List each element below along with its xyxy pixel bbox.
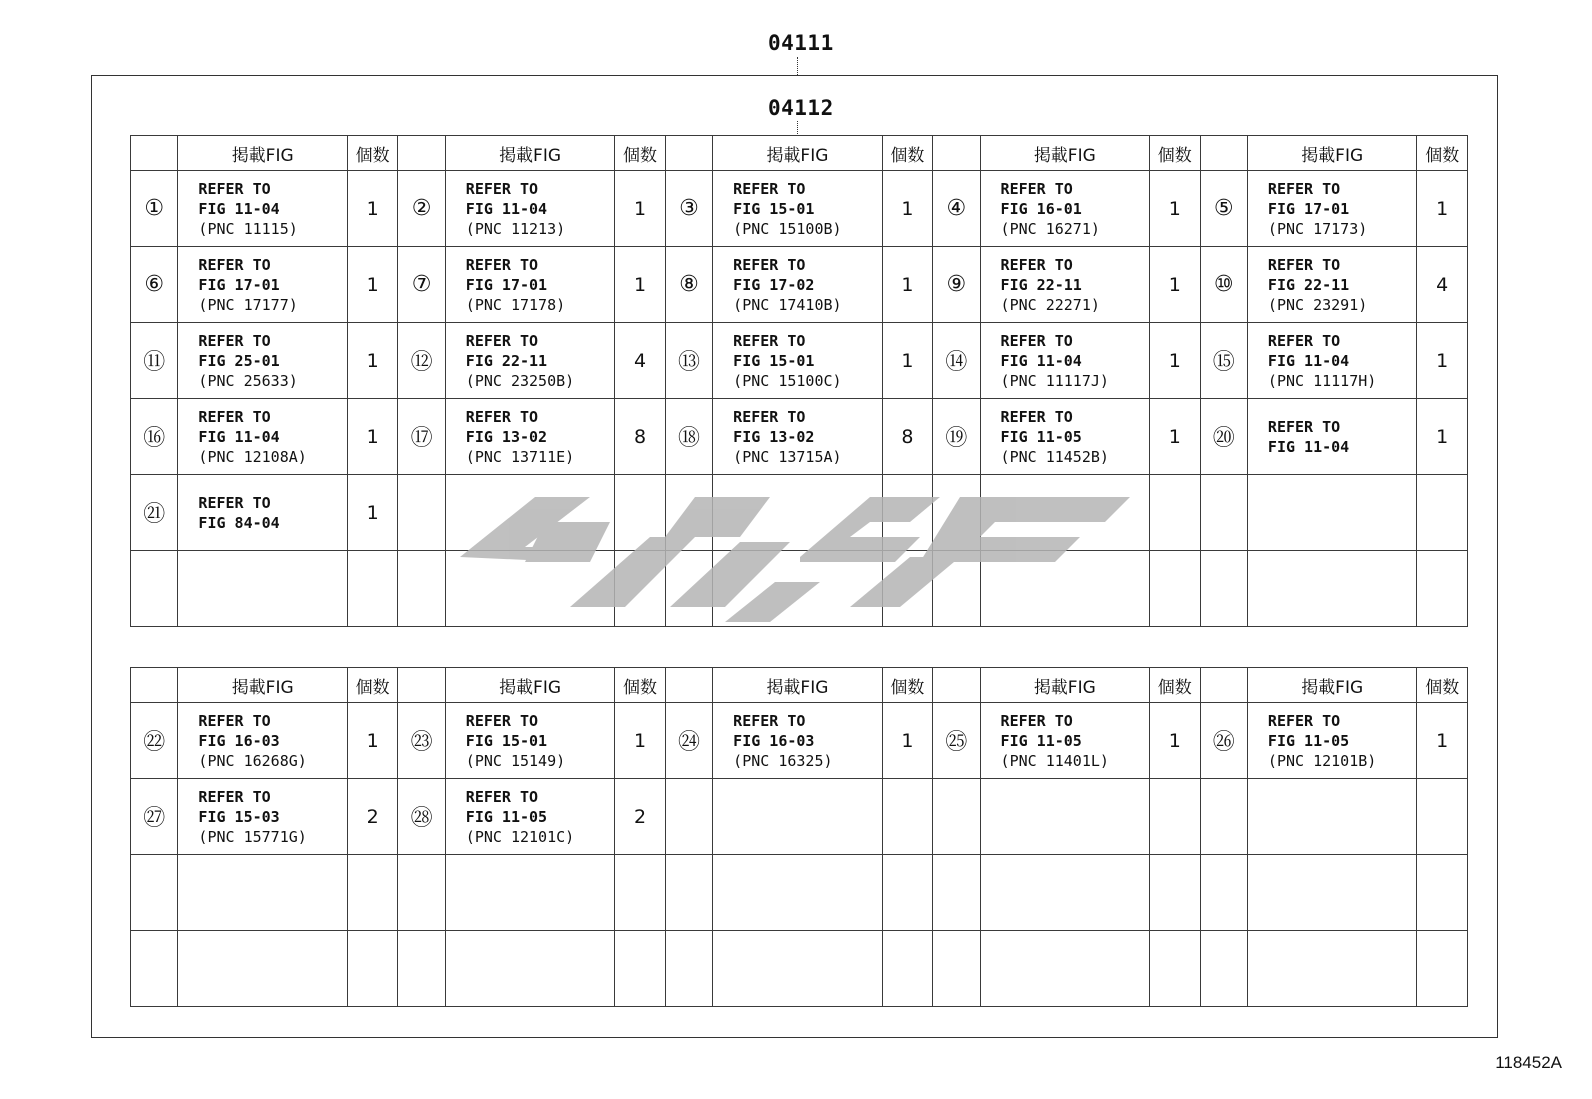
table-row bbox=[131, 399, 1468, 475]
header-num-cell bbox=[398, 136, 445, 171]
refer-text: REFER TO bbox=[198, 179, 271, 198]
fig-reference bbox=[713, 703, 883, 779]
fig-reference bbox=[1247, 323, 1417, 399]
fig-reference bbox=[713, 931, 883, 1007]
fig-reference bbox=[980, 247, 1150, 323]
header-num-cell bbox=[665, 668, 712, 703]
fig-text: FIG 15-03 bbox=[198, 807, 280, 826]
refer-text: REFER TO bbox=[198, 407, 271, 426]
pnc-text: (PNC 11213) bbox=[465, 219, 566, 238]
fig-text: FIG 17-01 bbox=[465, 275, 548, 294]
header-fig: 掲載FIG bbox=[178, 136, 348, 171]
item-quantity: 1 bbox=[347, 171, 397, 247]
fig-reference bbox=[1247, 779, 1417, 855]
fig-reference bbox=[178, 779, 348, 855]
item-number bbox=[665, 931, 712, 1007]
item-number: ⑮ bbox=[1200, 323, 1247, 399]
reference-table-1 bbox=[130, 135, 1468, 627]
pnc-text: (PNC 11115) bbox=[198, 219, 298, 238]
item-number bbox=[131, 931, 178, 1007]
item-quantity: 1 bbox=[1150, 703, 1200, 779]
refer-text: REFER TO bbox=[733, 179, 806, 198]
figure-code: 118452A bbox=[1495, 1053, 1562, 1072]
fig-reference bbox=[445, 247, 615, 323]
pnc-text: (PNC 22271) bbox=[1000, 295, 1100, 314]
item-quantity: 8 bbox=[882, 399, 932, 475]
fig-reference bbox=[445, 551, 615, 627]
fig-reference bbox=[713, 551, 883, 627]
item-number: ⑬ bbox=[665, 323, 712, 399]
refer-text: REFER TO bbox=[198, 331, 271, 350]
fig-text: FIG 11-04 bbox=[465, 199, 548, 218]
header-fig: 掲載FIG bbox=[980, 136, 1150, 171]
item-number: ㉓ bbox=[398, 703, 445, 779]
fig-reference bbox=[980, 703, 1150, 779]
fig-text: FIG 11-04 bbox=[198, 427, 280, 446]
item-quantity bbox=[615, 931, 665, 1007]
fig-reference bbox=[1247, 855, 1417, 931]
header-qty: 個数 bbox=[615, 668, 665, 703]
header-qty: 個数 bbox=[615, 136, 665, 171]
fig-text: FIG 11-05 bbox=[1000, 427, 1082, 446]
header-fig: 掲載FIG bbox=[713, 136, 883, 171]
header-fig: 掲載FIG bbox=[1247, 136, 1417, 171]
fig-reference bbox=[1247, 475, 1417, 551]
pnc-text: (PNC 15149) bbox=[465, 751, 566, 770]
item-quantity bbox=[347, 931, 397, 1007]
fig-reference bbox=[1247, 551, 1417, 627]
header-qty: 個数 bbox=[882, 668, 932, 703]
table-row bbox=[131, 247, 1468, 323]
outer-leader-line bbox=[797, 57, 798, 75]
item-number bbox=[1200, 475, 1247, 551]
item-quantity: 1 bbox=[1417, 171, 1468, 247]
item-quantity: 2 bbox=[615, 779, 665, 855]
fig-text: FIG 17-02 bbox=[733, 275, 815, 294]
item-number: ㉖ bbox=[1200, 703, 1247, 779]
pnc-text: (PNC 16325) bbox=[733, 751, 833, 770]
item-quantity bbox=[615, 551, 665, 627]
outer-assembly-label: 04111 bbox=[768, 31, 834, 55]
table-row bbox=[131, 171, 1468, 247]
refer-text: REFER TO bbox=[465, 711, 539, 730]
pnc-text: (PNC 15100B) bbox=[733, 219, 842, 238]
item-number: ⑱ bbox=[665, 399, 712, 475]
header-num-cell bbox=[1200, 136, 1247, 171]
fig-text: FIG 11-04 bbox=[1267, 437, 1350, 456]
item-quantity bbox=[1150, 855, 1200, 931]
item-quantity bbox=[1417, 475, 1468, 551]
item-number bbox=[1200, 551, 1247, 627]
fig-reference bbox=[178, 399, 348, 475]
fig-text: FIG 16-01 bbox=[1000, 199, 1082, 218]
fig-reference bbox=[445, 931, 615, 1007]
fig-reference bbox=[178, 855, 348, 931]
pnc-text: (PNC 25633) bbox=[198, 371, 298, 390]
fig-text: FIG 15-01 bbox=[465, 731, 548, 750]
header-fig: 掲載FIG bbox=[1247, 668, 1417, 703]
item-number: ⑨ bbox=[933, 247, 980, 323]
fig-reference bbox=[445, 171, 615, 247]
item-number: ㉔ bbox=[665, 703, 712, 779]
item-quantity bbox=[882, 855, 932, 931]
item-quantity: 1 bbox=[1417, 703, 1468, 779]
refer-text: REFER TO bbox=[733, 331, 806, 350]
refer-text: REFER TO bbox=[465, 179, 539, 198]
refer-text: REFER TO bbox=[198, 787, 271, 806]
refer-text: REFER TO bbox=[1267, 417, 1341, 436]
header-fig: 掲載FIG bbox=[445, 136, 615, 171]
fig-text: FIG 25-01 bbox=[198, 351, 280, 370]
fig-text: FIG 16-03 bbox=[733, 731, 815, 750]
item-quantity: 1 bbox=[347, 399, 397, 475]
header-qty: 個数 bbox=[1150, 136, 1200, 171]
fig-reference bbox=[713, 855, 883, 931]
item-number bbox=[398, 475, 445, 551]
fig-text: FIG 15-01 bbox=[733, 351, 815, 370]
item-number bbox=[131, 551, 178, 627]
item-number: ㉕ bbox=[933, 703, 980, 779]
fig-reference bbox=[980, 551, 1150, 627]
item-number bbox=[665, 779, 712, 855]
item-number bbox=[933, 855, 980, 931]
fig-text: FIG 16-03 bbox=[198, 731, 280, 750]
item-number: ⑯ bbox=[131, 399, 178, 475]
fig-reference bbox=[980, 475, 1150, 551]
header-num-cell bbox=[933, 668, 980, 703]
refer-text: REFER TO bbox=[1000, 407, 1073, 426]
item-quantity bbox=[1150, 779, 1200, 855]
refer-text: REFER TO bbox=[1000, 255, 1073, 274]
fig-reference bbox=[713, 323, 883, 399]
refer-text: REFER TO bbox=[1267, 331, 1341, 350]
table-row bbox=[131, 323, 1468, 399]
item-quantity: 1 bbox=[615, 703, 665, 779]
item-quantity bbox=[1417, 931, 1468, 1007]
table-row bbox=[131, 931, 1468, 1007]
fig-reference bbox=[445, 323, 615, 399]
item-number bbox=[1200, 779, 1247, 855]
item-quantity bbox=[615, 475, 665, 551]
fig-reference bbox=[980, 399, 1150, 475]
item-quantity: 1 bbox=[1417, 399, 1468, 475]
item-quantity: 1 bbox=[1417, 323, 1468, 399]
inner-assembly-label: 04112 bbox=[768, 96, 834, 120]
item-number: ⑥ bbox=[131, 247, 178, 323]
pnc-text: (PNC 13715A) bbox=[733, 447, 842, 466]
item-number: ⑩ bbox=[1200, 247, 1247, 323]
table-row bbox=[131, 855, 1468, 931]
item-quantity bbox=[1417, 779, 1468, 855]
item-number bbox=[665, 475, 712, 551]
refer-text: REFER TO bbox=[733, 407, 806, 426]
header-num-cell bbox=[933, 136, 980, 171]
item-number: ⑤ bbox=[1200, 171, 1247, 247]
fig-text: FIG 11-04 bbox=[1267, 351, 1350, 370]
refer-text: REFER TO bbox=[198, 711, 271, 730]
item-quantity: 1 bbox=[347, 323, 397, 399]
pnc-text: (PNC 17410B) bbox=[733, 295, 842, 314]
table-row bbox=[131, 475, 1468, 551]
item-number bbox=[933, 551, 980, 627]
fig-text: FIG 17-01 bbox=[1267, 199, 1350, 218]
item-quantity bbox=[1150, 475, 1200, 551]
item-quantity: 1 bbox=[882, 171, 932, 247]
item-number bbox=[398, 551, 445, 627]
fig-reference bbox=[445, 399, 615, 475]
item-number bbox=[933, 931, 980, 1007]
fig-reference bbox=[178, 323, 348, 399]
header-num-cell bbox=[131, 668, 178, 703]
refer-text: REFER TO bbox=[1267, 255, 1341, 274]
fig-reference bbox=[980, 171, 1150, 247]
item-quantity bbox=[615, 855, 665, 931]
fig-reference bbox=[178, 551, 348, 627]
fig-reference bbox=[1247, 931, 1417, 1007]
item-quantity: 1 bbox=[1150, 399, 1200, 475]
refer-text: REFER TO bbox=[198, 255, 271, 274]
item-number bbox=[665, 855, 712, 931]
header-num-cell bbox=[398, 668, 445, 703]
fig-text: FIG 13-02 bbox=[733, 427, 815, 446]
pnc-text: (PNC 23291) bbox=[1267, 295, 1368, 314]
item-quantity: 1 bbox=[1150, 247, 1200, 323]
pnc-text: (PNC 11117J) bbox=[1000, 371, 1109, 390]
pnc-text: (PNC 13711E) bbox=[465, 447, 575, 466]
item-number: ㉘ bbox=[398, 779, 445, 855]
fig-text: FIG 13-02 bbox=[465, 427, 548, 446]
item-quantity: 1 bbox=[615, 247, 665, 323]
item-quantity: 1 bbox=[1150, 323, 1200, 399]
item-quantity bbox=[1417, 551, 1468, 627]
item-quantity bbox=[882, 475, 932, 551]
item-number: ⑪ bbox=[131, 323, 178, 399]
item-number: ㉒ bbox=[131, 703, 178, 779]
fig-text: FIG 11-05 bbox=[1000, 731, 1082, 750]
pnc-text: (PNC 16271) bbox=[1000, 219, 1100, 238]
item-number: ㉑ bbox=[131, 475, 178, 551]
item-quantity: 1 bbox=[347, 475, 397, 551]
item-number: ⑲ bbox=[933, 399, 980, 475]
header-num-cell bbox=[1200, 668, 1247, 703]
header-fig: 掲載FIG bbox=[713, 668, 883, 703]
refer-text: REFER TO bbox=[1000, 711, 1073, 730]
fig-reference bbox=[713, 475, 883, 551]
refer-text: REFER TO bbox=[733, 711, 806, 730]
refer-text: REFER TO bbox=[465, 331, 539, 350]
pnc-text: (PNC 12101B) bbox=[1267, 751, 1377, 770]
item-number bbox=[398, 855, 445, 931]
fig-reference bbox=[1247, 171, 1417, 247]
header-qty: 個数 bbox=[347, 136, 397, 171]
fig-text: FIG 11-05 bbox=[1267, 731, 1350, 750]
item-number: ⑰ bbox=[398, 399, 445, 475]
fig-reference bbox=[178, 475, 348, 551]
fig-text: FIG 15-01 bbox=[733, 199, 815, 218]
fig-reference bbox=[980, 779, 1150, 855]
item-quantity: 4 bbox=[1417, 247, 1468, 323]
item-number: ㉗ bbox=[131, 779, 178, 855]
fig-reference bbox=[713, 779, 883, 855]
header-qty: 個数 bbox=[347, 668, 397, 703]
item-quantity: 1 bbox=[882, 323, 932, 399]
item-quantity bbox=[1150, 931, 1200, 1007]
fig-reference bbox=[713, 247, 883, 323]
refer-text: REFER TO bbox=[1000, 331, 1073, 350]
pnc-text: (PNC 15771G) bbox=[198, 827, 307, 846]
item-number bbox=[933, 475, 980, 551]
item-quantity: 4 bbox=[615, 323, 665, 399]
fig-reference bbox=[178, 703, 348, 779]
fig-reference bbox=[980, 855, 1150, 931]
fig-reference bbox=[1247, 247, 1417, 323]
fig-reference bbox=[178, 171, 348, 247]
table-row bbox=[131, 703, 1468, 779]
pnc-text: (PNC 17177) bbox=[198, 295, 298, 314]
item-number bbox=[665, 551, 712, 627]
item-quantity bbox=[347, 551, 397, 627]
refer-text: REFER TO bbox=[1267, 711, 1341, 730]
refer-text: REFER TO bbox=[733, 255, 806, 274]
pnc-text: (PNC 23250B) bbox=[465, 371, 575, 390]
table-row bbox=[131, 551, 1468, 627]
table-header-row bbox=[131, 136, 1468, 171]
item-number: ④ bbox=[933, 171, 980, 247]
fig-text: FIG 11-04 bbox=[198, 199, 280, 218]
item-quantity bbox=[882, 779, 932, 855]
fig-reference bbox=[178, 931, 348, 1007]
fig-text: FIG 22-11 bbox=[465, 351, 548, 370]
header-qty: 個数 bbox=[1417, 136, 1468, 171]
fig-text: FIG 11-04 bbox=[1000, 351, 1082, 370]
fig-reference bbox=[980, 931, 1150, 1007]
item-number bbox=[398, 931, 445, 1007]
fig-text: FIG 17-01 bbox=[198, 275, 280, 294]
fig-reference bbox=[445, 779, 615, 855]
fig-text: FIG 11-05 bbox=[465, 807, 548, 826]
item-number bbox=[1200, 855, 1247, 931]
fig-text: FIG 22-11 bbox=[1000, 275, 1082, 294]
item-quantity: 1 bbox=[347, 703, 397, 779]
header-fig: 掲載FIG bbox=[445, 668, 615, 703]
item-number: ① bbox=[131, 171, 178, 247]
item-number bbox=[131, 855, 178, 931]
fig-reference bbox=[713, 399, 883, 475]
item-quantity: 1 bbox=[1150, 171, 1200, 247]
fig-reference bbox=[445, 475, 615, 551]
pnc-text: (PNC 11401L) bbox=[1000, 751, 1109, 770]
pnc-text: (PNC 12101C) bbox=[465, 827, 575, 846]
item-quantity: 1 bbox=[615, 171, 665, 247]
item-quantity bbox=[882, 931, 932, 1007]
pnc-text: (PNC 15100C) bbox=[733, 371, 842, 390]
item-quantity bbox=[1150, 551, 1200, 627]
fig-reference bbox=[713, 171, 883, 247]
table-row bbox=[131, 779, 1468, 855]
header-qty: 個数 bbox=[882, 136, 932, 171]
table-header-row bbox=[131, 668, 1468, 703]
item-number: ③ bbox=[665, 171, 712, 247]
item-number bbox=[933, 779, 980, 855]
refer-text: REFER TO bbox=[198, 493, 271, 512]
inner-leader-line bbox=[797, 121, 798, 136]
item-quantity: 1 bbox=[882, 247, 932, 323]
fig-reference bbox=[445, 703, 615, 779]
reference-table-2 bbox=[130, 667, 1468, 1007]
pnc-text: (PNC 17178) bbox=[465, 295, 566, 314]
refer-text: REFER TO bbox=[1267, 179, 1341, 198]
fig-reference bbox=[178, 247, 348, 323]
pnc-text: (PNC 16268G) bbox=[198, 751, 307, 770]
header-fig: 掲載FIG bbox=[178, 668, 348, 703]
item-number: ⑫ bbox=[398, 323, 445, 399]
fig-reference bbox=[445, 855, 615, 931]
pnc-text: (PNC 17173) bbox=[1267, 219, 1368, 238]
pnc-text: (PNC 11452B) bbox=[1000, 447, 1109, 466]
fig-reference bbox=[1247, 703, 1417, 779]
pnc-text: (PNC 11117H) bbox=[1267, 371, 1377, 390]
item-number: ⑦ bbox=[398, 247, 445, 323]
header-num-cell bbox=[131, 136, 178, 171]
fig-text: FIG 84-04 bbox=[198, 513, 280, 532]
item-number: ⑭ bbox=[933, 323, 980, 399]
item-quantity: 2 bbox=[347, 779, 397, 855]
header-fig: 掲載FIG bbox=[980, 668, 1150, 703]
fig-reference bbox=[1247, 399, 1417, 475]
item-number: ⑧ bbox=[665, 247, 712, 323]
item-quantity: 1 bbox=[347, 247, 397, 323]
header-qty: 個数 bbox=[1150, 668, 1200, 703]
fig-reference bbox=[980, 323, 1150, 399]
item-quantity bbox=[347, 855, 397, 931]
refer-text: REFER TO bbox=[465, 255, 539, 274]
header-qty: 個数 bbox=[1417, 668, 1468, 703]
refer-text: REFER TO bbox=[1000, 179, 1073, 198]
item-quantity bbox=[882, 551, 932, 627]
item-quantity: 1 bbox=[882, 703, 932, 779]
refer-text: REFER TO bbox=[465, 407, 539, 426]
fig-text: FIG 22-11 bbox=[1267, 275, 1350, 294]
refer-text: REFER TO bbox=[465, 787, 539, 806]
item-quantity bbox=[1417, 855, 1468, 931]
item-number: ② bbox=[398, 171, 445, 247]
pnc-text: (PNC 12108A) bbox=[198, 447, 307, 466]
item-number: ⑳ bbox=[1200, 399, 1247, 475]
item-number bbox=[1200, 931, 1247, 1007]
header-num-cell bbox=[665, 136, 712, 171]
item-quantity: 8 bbox=[615, 399, 665, 475]
